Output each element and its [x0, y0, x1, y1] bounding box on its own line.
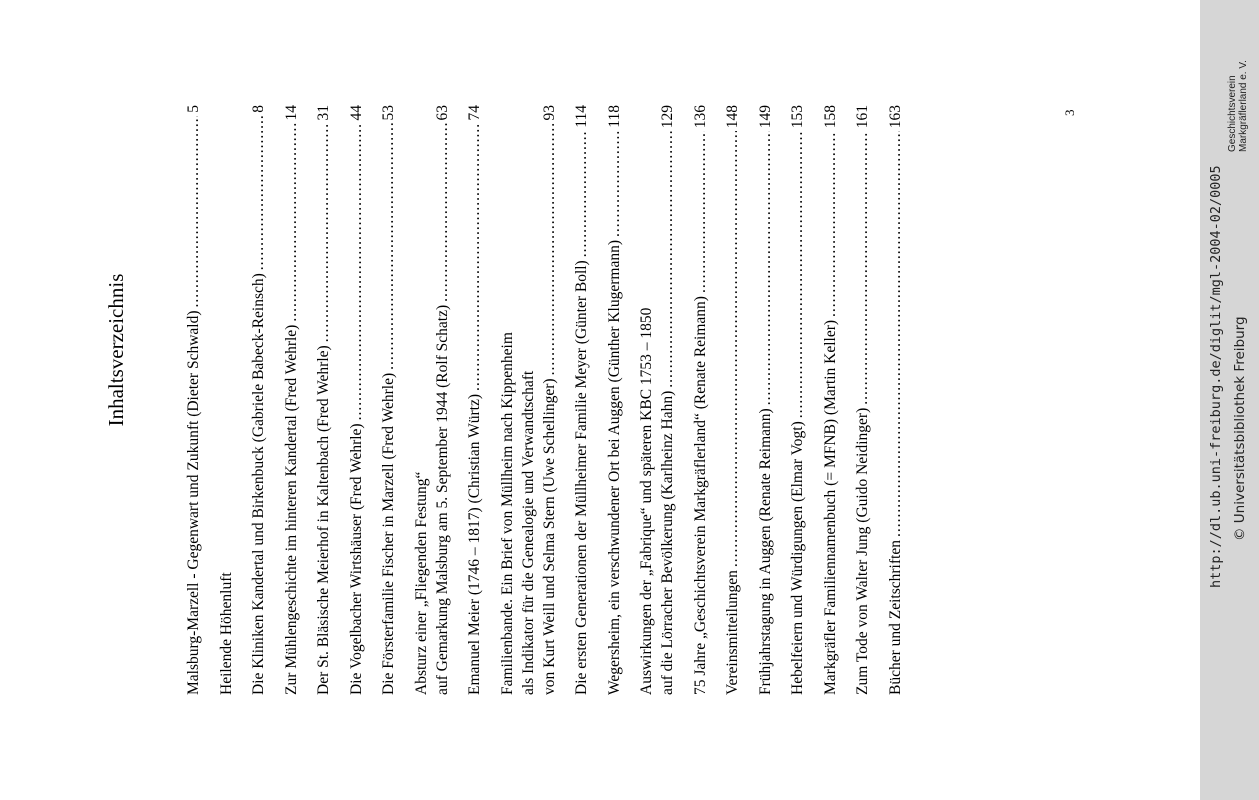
toc-entry-title: Emanuel Meier (1746 – 1817) (Christian Würtz) [466, 393, 483, 695]
leader-dots [281, 124, 302, 322]
toc-entry [885, 105, 906, 695]
toc-page-number: 44 [347, 105, 365, 121]
leader-dots [787, 131, 808, 418]
leader-dots [539, 124, 560, 376]
toc-page-number: 129 [659, 105, 676, 129]
toc-entry-line [216, 105, 237, 695]
leader-dots [755, 131, 776, 405]
toc-page-number: 31 [315, 105, 332, 121]
toc-page-number: 148 [724, 105, 741, 129]
toc-entry-title: Die Kliniken Kandertal und Birkenbuck (Gabriele Babeck-Reinsch) [250, 273, 267, 695]
leader-dots [378, 124, 399, 370]
leader-dots [571, 131, 592, 258]
toc-entry-line [604, 105, 625, 695]
toc-entry [281, 105, 302, 695]
toc-entry [787, 105, 808, 695]
toc-entry-line [281, 105, 302, 695]
leader-dots [432, 124, 453, 302]
toc-page-number: 53 [380, 105, 397, 121]
toc-entry-title: Vereinsmitteilungen [724, 570, 741, 695]
toc-entry [604, 105, 625, 695]
page-number: 3 [1062, 109, 1077, 116]
leader-dots [690, 131, 711, 293]
society-name-line1: Geschichtsverein [1227, 75, 1238, 152]
leader-dots [820, 131, 841, 317]
toc-page-number: 63 [433, 105, 451, 121]
toc-entry [248, 105, 269, 695]
toc-entry-line [183, 105, 204, 695]
leader-dots [885, 131, 906, 537]
toc-entry-line [787, 105, 808, 695]
toc-page-number: 8 [250, 105, 267, 113]
toc-page-number: 153 [789, 105, 806, 129]
toc-entry [571, 105, 592, 695]
toc-entry-title-line: Absturz einer „Fliegenden Festung“ [412, 471, 430, 695]
leader-dots [248, 116, 269, 270]
leader-dots [346, 124, 367, 421]
toc-entry [497, 105, 560, 695]
toc-entry-title: Markgräfler Familiennamenbuch (= MFNB) (Martin Keller) [821, 319, 839, 695]
toc-entry-title: Zum Tode von Walter Jung (Guido Neidinger) [854, 407, 871, 695]
toc-entry-title: Malsburg-Marzell - Gegenwart und Zukunft (Dieter Schwald) [185, 310, 202, 695]
page-title: Inhaltsverzeichnis [104, 273, 128, 427]
toc-entry-line [852, 105, 873, 695]
leader-dots [657, 131, 678, 387]
toc-entry-title: Die Vogelbacher Wirtshäuser (Fred Wehrle) [347, 423, 365, 695]
toc-entry [690, 105, 711, 695]
toc-page-number: 14 [282, 105, 300, 121]
toc-entry-line [690, 105, 711, 695]
toc-entry-title: Der St. Bläsische Meierhof in Kaltenbach (Fred Wehrle) [315, 345, 332, 695]
copyright-notice: © Universitätsbibliothek Freiburg [1232, 316, 1248, 541]
toc-entry-title: Heilende Höhenluft [217, 572, 235, 695]
toc-entry-line [464, 105, 485, 695]
toc-entry-line [571, 105, 592, 695]
toc-entry-title-line: Familienbande. Ein Brief von Müllheim nach Kippenheim [498, 332, 516, 695]
toc-entry [183, 105, 204, 695]
leader-dots [313, 124, 334, 343]
viewer-sidebar [1200, 0, 1259, 800]
toc-page-number: 163 [886, 105, 904, 129]
toc-entry [852, 105, 873, 695]
toc-entry-line [722, 105, 743, 695]
society-name [1227, 60, 1249, 152]
toc-entry-line [432, 105, 453, 695]
toc-entry-title: Wegersheim, ein verschwundener Ort bei Auggen (Günther Klugermann) [605, 240, 623, 695]
toc-entry [755, 105, 776, 695]
toc-page-number: 5 [185, 105, 202, 113]
toc-page-number: 136 [691, 105, 709, 129]
toc-page-number: 158 [821, 105, 839, 129]
toc-page-number: 149 [756, 105, 774, 129]
toc-entry-title: 75 Jahre „Geschichtsverein Markgräflerland“ (Renate Reimann) [691, 296, 709, 695]
toc-entry [820, 105, 841, 695]
toc-page-number: 161 [854, 105, 871, 129]
toc-entry [346, 105, 367, 695]
toc-entry-line [539, 105, 560, 695]
toc-entry [216, 105, 237, 695]
sidebar-rotated-text [1200, 0, 1259, 800]
leader-dots [852, 131, 873, 405]
toc-page-number: 74 [466, 105, 483, 121]
toc-entry-title: Zur Mühlengeschichte im hinteren Kandertal (Fred Wehrle) [282, 324, 300, 695]
toc-entry-title: Bücher und Zeitschriften [886, 540, 904, 695]
toc-entry-title-line: Auswirkungen der „Fabrique“ und späteren KBC 1753 – 1850 [638, 307, 655, 695]
toc-entry-title: auf Gemarkung Malsburg am 5. September 1944 (Rolf Schatz) [433, 304, 451, 695]
toc-entry [411, 105, 453, 695]
toc-page-number: 93 [540, 105, 558, 121]
toc-entry-line [657, 105, 678, 695]
toc-entry-line [820, 105, 841, 695]
toc-entry-title: auf die Lörracher Bevölkerung (Karlheinz Hahn) [659, 390, 676, 695]
toc-entry [378, 105, 399, 695]
toc-entry-line [346, 105, 367, 695]
toc-entry-title: Hebelfeiern und Würdigungen (Elmar Vogt) [789, 421, 806, 695]
toc-entry [313, 105, 334, 695]
leader-dots [464, 124, 485, 391]
leader-dots [722, 131, 743, 567]
toc-page-number: 114 [573, 105, 590, 128]
leader-dots [183, 116, 204, 308]
toc-entry-title: Die ersten Generationen der Müllheimer Familie Meyer (Günter Boll) [573, 260, 590, 695]
toc-page-number: 118 [605, 105, 623, 128]
toc-entry-line [885, 105, 906, 695]
toc-entry-title: Frühjahrstagung in Auggen (Renate Reimann) [756, 408, 774, 695]
source-url[interactable]: http://dl.ub.uni-freiburg.de/diglit/mgl-2004-02/0005 [1208, 165, 1224, 588]
toc-entry-title: von Kurt Weill und Selma Stern (Uwe Schellinger) [540, 378, 558, 695]
toc-entry [722, 105, 743, 695]
toc-entry-title-line: als Indikator für die Genealogie und Verwandtschaft [519, 370, 537, 695]
toc-entry [464, 105, 485, 695]
leader-dots [604, 131, 625, 237]
toc-entry-title: Die Försterfamilie Fischer in Marzell (Fred Wehrle) [380, 372, 397, 695]
toc-entry [636, 105, 678, 695]
toc-entry-line [755, 105, 776, 695]
toc-entry-line [313, 105, 334, 695]
toc-entry-line [248, 105, 269, 695]
toc-entry-line [378, 105, 399, 695]
society-name-line2: Markgräflerland e. V. [1238, 60, 1249, 152]
